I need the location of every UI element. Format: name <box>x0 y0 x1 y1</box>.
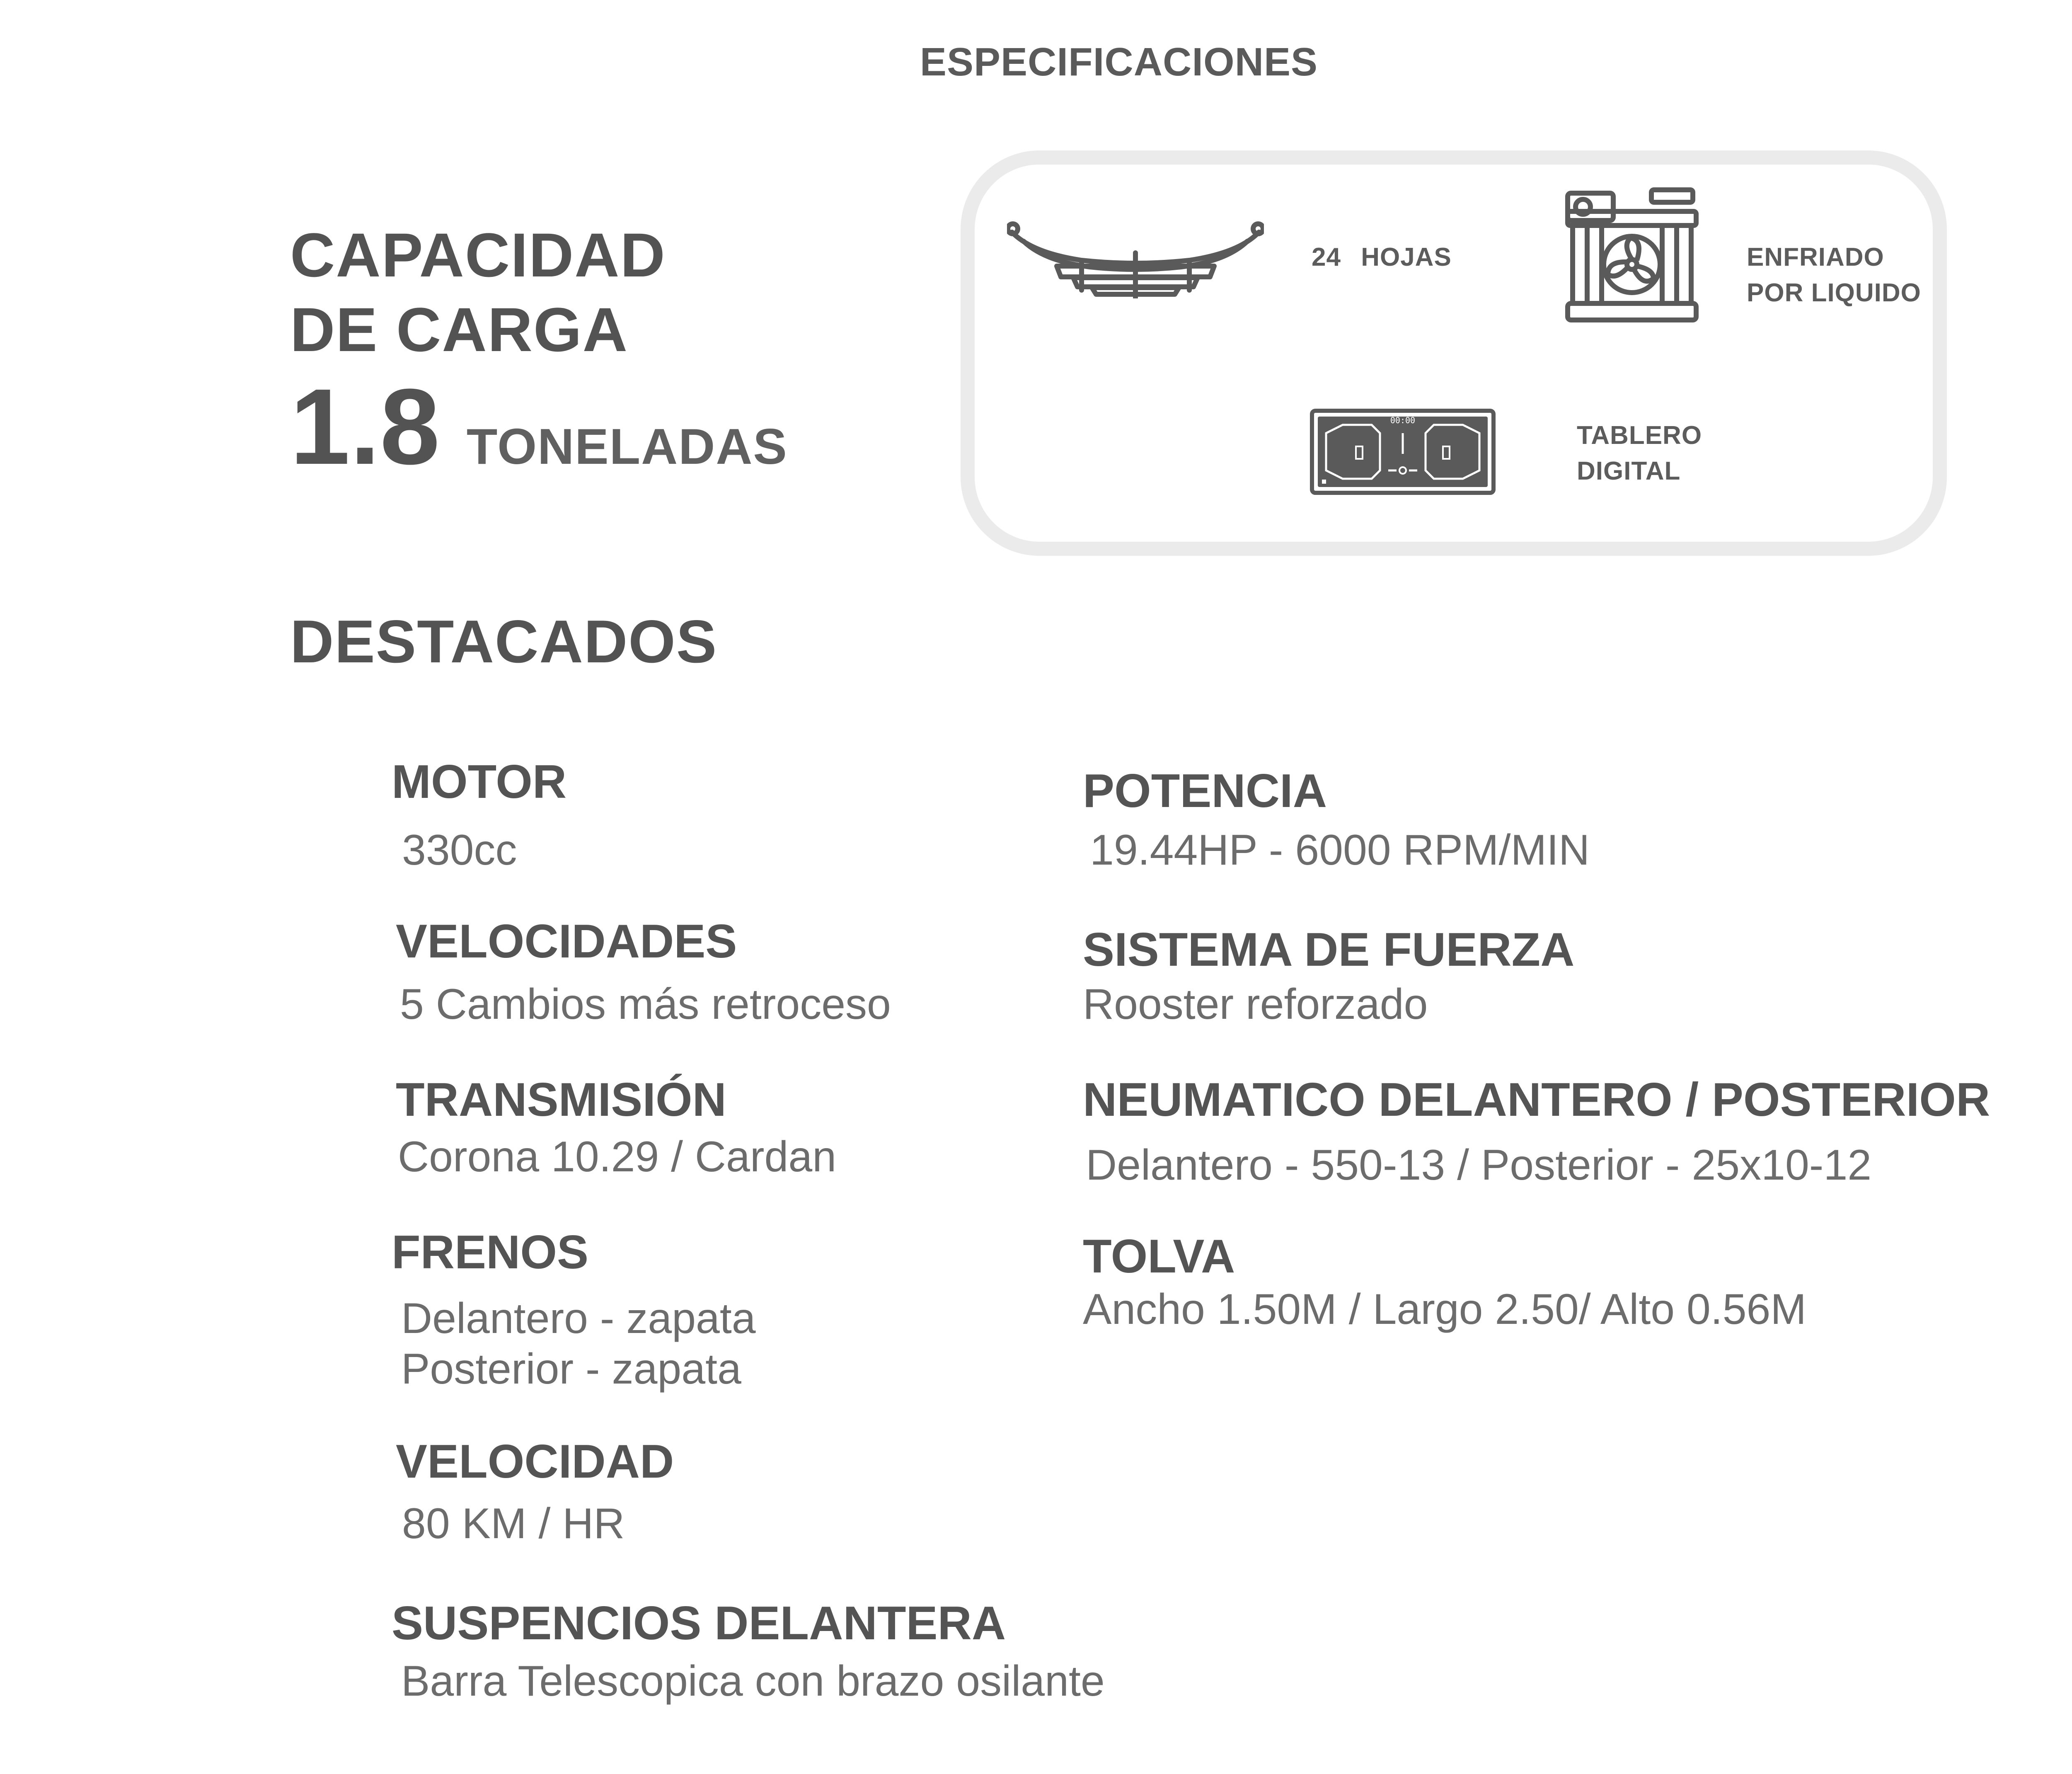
leaf-spring-icon <box>1007 220 1264 298</box>
spec-value-sistema-fuerza: Rooster reforzado <box>1083 980 1428 1028</box>
spec-value-velocidades: 5 Cambios más retroceso <box>400 980 891 1028</box>
spec-label-velocidad: VELOCIDAD <box>396 1435 674 1488</box>
capacity-line-2: DE CARGA <box>290 295 629 364</box>
spec-value-neumatico: Delantero - 550-13 / Posterior - 25x10-12 <box>1086 1141 1872 1189</box>
highlights-title: DESTACADOS <box>290 608 718 675</box>
spec-label-neumatico: NEUMATICO DELANTERO / POSTERIOR <box>1083 1074 1990 1126</box>
spec-value-frenos-2: Posterior - zapata <box>401 1345 741 1393</box>
spec-label-suspension: SUSPENCIOS DELANTERA <box>392 1597 1006 1650</box>
spec-value-velocidad: 80 KM / HR <box>402 1500 625 1548</box>
capacity-line-1: CAPACIDAD <box>290 220 666 290</box>
spec-value-frenos-1: Delantero - zapata <box>401 1294 756 1343</box>
spec-label-sistema-fuerza: SISTEMA DE FUERZA <box>1083 923 1575 976</box>
spec-label-motor: MOTOR <box>392 756 567 808</box>
spec-label-potencia: POTENCIA <box>1083 765 1327 817</box>
cooling-label <box>1747 240 1921 311</box>
load-capacity <box>290 220 666 364</box>
spec-value-motor: 330cc <box>402 826 517 874</box>
spec-value-transmision: Corona 10.29 / Cardan <box>398 1133 837 1181</box>
spec-label-tolva: TOLVA <box>1083 1230 1235 1283</box>
leaf-spring-text: HOJAS <box>1361 243 1452 271</box>
capacity-unit: TONELADAS <box>466 418 788 475</box>
dashboard-line-2: DIGITAL <box>1577 457 1681 485</box>
spec-label-velocidades: VELOCIDADES <box>396 915 737 968</box>
leaf-spring-label <box>1312 240 1452 275</box>
leaf-spring-count: 24 <box>1312 243 1341 271</box>
spec-value-suspension: Barra Telescopica con brazo osilante <box>401 1657 1105 1705</box>
digital-dashboard-icon <box>1310 408 1496 495</box>
radiator-icon <box>1564 187 1701 327</box>
capacity-value: 1.8 <box>290 367 440 487</box>
cooling-line-2: POR LIQUIDO <box>1747 279 1921 307</box>
dashboard-line-1: TABLERO <box>1577 421 1702 450</box>
dashboard-label <box>1577 418 1702 489</box>
dashboard-screen-time: 00:00 <box>1390 415 1416 425</box>
spec-value-tolva: Ancho 1.50M / Largo 2.50/ Alto 0.56M <box>1083 1285 1807 1333</box>
spec-label-frenos: FRENOS <box>392 1226 589 1279</box>
spec-label-transmision: TRANSMISIÓN <box>396 1074 726 1126</box>
capacity-figure <box>290 367 788 487</box>
spec-value-potencia: 19.44HP - 6000 RPM/MIN <box>1090 826 1590 874</box>
cooling-line-1: ENFRIADO <box>1747 243 1884 271</box>
page-title: ESPECIFICACIONES <box>920 40 1318 84</box>
